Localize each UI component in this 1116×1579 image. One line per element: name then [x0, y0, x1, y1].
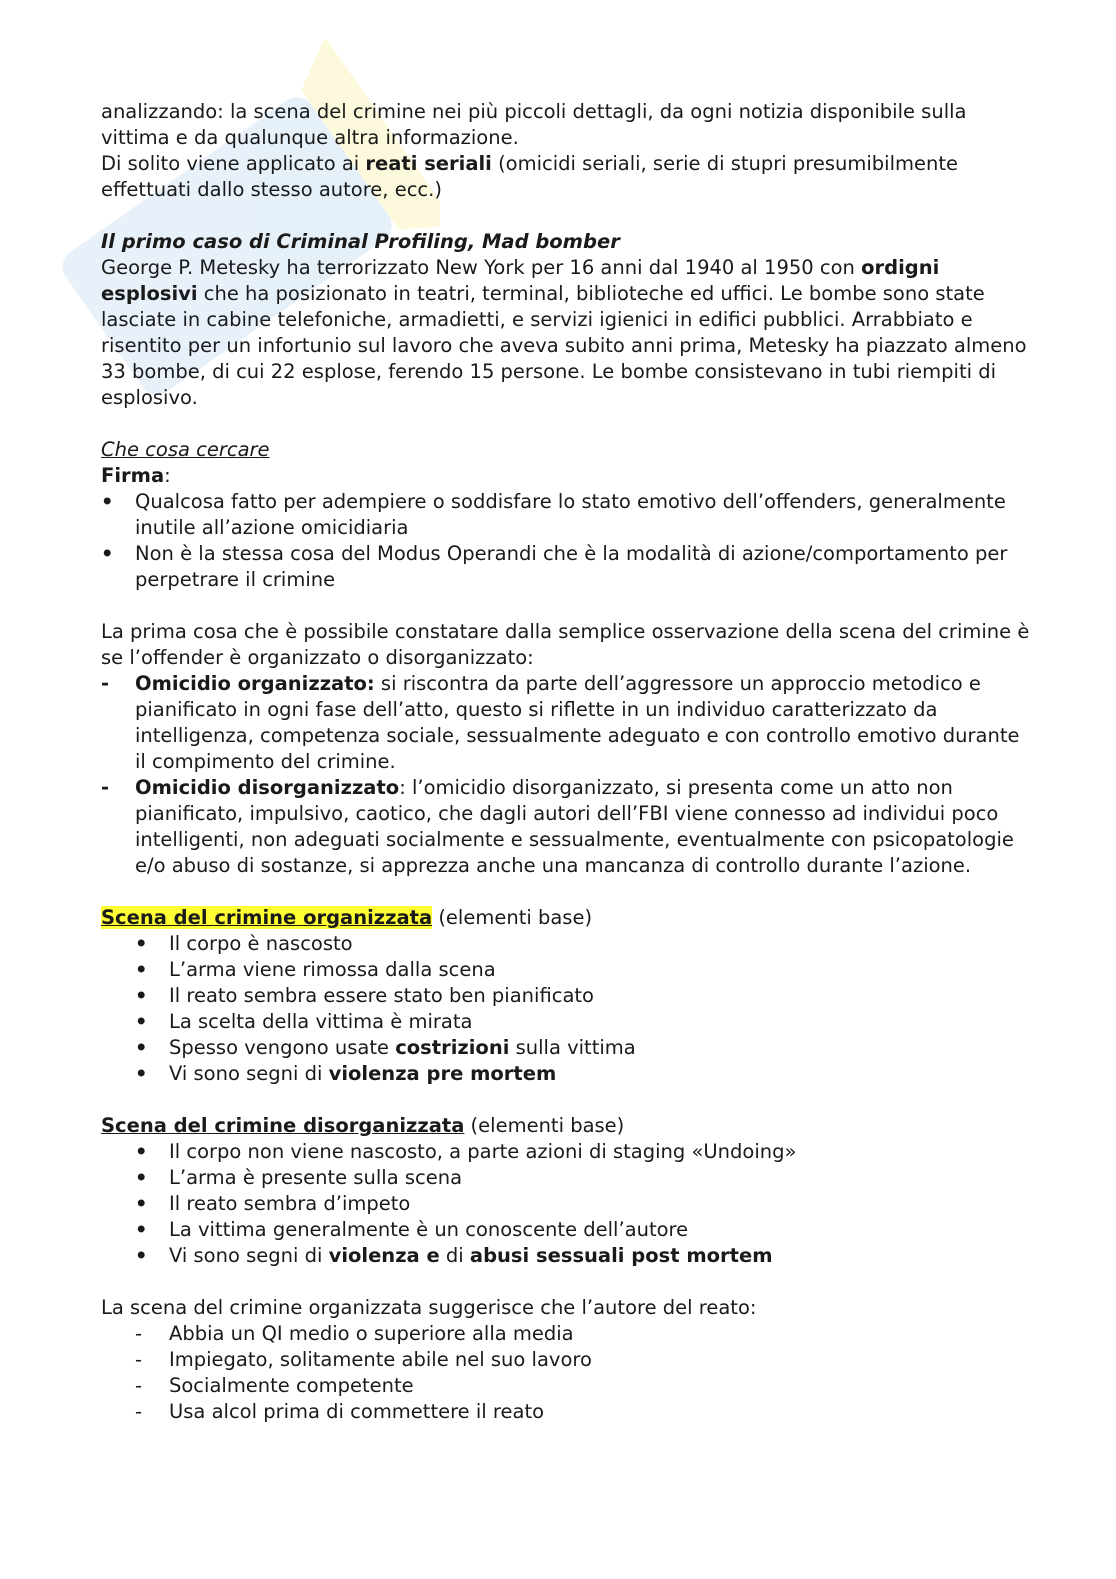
list-item: • Vi sono segni di violenza e di abusi sessuali post mortem: [135, 1244, 773, 1267]
list-item: - Usa alcol prima di commettere il reato: [135, 1400, 545, 1423]
dash-icon: -: [135, 1348, 143, 1371]
organized-intro: La prima cosa che è possibile constatare dalla semplice osservazione della scena del crimine è se l’offender è organizzato o disorganizzato:: [101, 620, 1030, 669]
list-item: • Il corpo è nascosto: [135, 932, 353, 955]
list-item: - Impiegato, solitamente abile nel suo lavoro: [135, 1348, 592, 1371]
mad-bomber-paragraph: George P. Metesky ha terrorizzato New York per 16 anni dal 1940 al 1950 con ordigni esplosivi che ha posizionato in teatri, terminal, biblioteche ed uffici. Le bombe sono state lasciate in cabine telefoniche, armadietti, e servizi igienici in edifici pubblici. Arrabbiato e risentito per un infortunio sul lavoro che aveva subito anni prima, Metesky ha piazzato almeno 33 bombe, di cui 22 esplose, ferendo 15 persone. Le bombe consistevano in tubi riempiti di esplosivo.: [101, 256, 1027, 409]
bullet-icon: •: [101, 490, 114, 513]
list-item: • Il corpo non viene nascosto, a parte azioni di staging «Undoing»: [135, 1140, 797, 1163]
list-item: • Il reato sembra d’impeto: [135, 1192, 411, 1215]
firma-label: Firma:: [101, 464, 171, 487]
reati-seriali-term: reati seriali: [365, 152, 492, 175]
dash-icon: -: [135, 1374, 143, 1397]
scene-disorganized-list: [101, 1139, 1031, 1269]
offender-type-list: [101, 671, 1031, 879]
bullet-icon: •: [135, 1140, 148, 1163]
list-item: • Vi sono segni di violenza pre mortem: [135, 1062, 557, 1085]
list-item: - Socialmente competente: [135, 1374, 414, 1397]
intro-paragraph-2: Di solito viene applicato ai reati seriali (omicidi seriali, serie di stupri presumibilmente effettuati dallo stesso autore, ecc.): [101, 152, 958, 201]
scene-organized-heading: Scena del crimine organizzata (elementi base): [101, 906, 593, 929]
bullet-icon: •: [135, 1192, 148, 1215]
dash-icon: -: [135, 1400, 143, 1423]
list-item: - Abbia un QI medio o superiore alla media: [135, 1322, 574, 1345]
dash-icon: -: [135, 1322, 143, 1345]
list-item: • Non è la stessa cosa del Modus Operandi che è la modalità di azione/comportamento per perpetrare il crimine: [101, 542, 1008, 591]
dash-icon: -: [101, 776, 110, 799]
list-item: • La scelta della vittima è mirata: [135, 1010, 473, 1033]
bullet-icon: •: [135, 1062, 148, 1085]
bullet-icon: •: [135, 984, 148, 1007]
bullet-icon: •: [135, 1244, 148, 1267]
bullet-icon: •: [135, 1010, 148, 1033]
firma-list: [101, 489, 1031, 593]
list-item: • Spesso vengono usate costrizioni sulla vittima: [135, 1036, 636, 1059]
list-item: • L’arma è presente sulla scena: [135, 1166, 463, 1189]
list-item: • Qualcosa fatto per adempiere o soddisfare lo stato emotivo dell’offenders, generalmente inutile all’azione omicidiaria: [101, 490, 1006, 539]
what-to-look-heading: Che cosa cercare: [101, 438, 270, 461]
list-item: - Omicidio disorganizzato: l’omicidio disorganizzato, si presenta come un atto non pianificato, impulsivo, caotico, che dagli autori dell’FBI viene connesso ad individui poco intelligenti, non adeguati socialmente e sessualmente, eventualmente con psicopatologie e/o abuso di sostanze, si apprezza anche una mancanza di controllo durante l’azione.: [101, 776, 1014, 877]
suggests-list: [101, 1321, 1031, 1425]
list-item: - Omicidio organizzato: si riscontra da parte dell’aggressore un approccio metodico e pianificato in ogni fase dell’atto, questo si riflette in un individuo caratterizzato da intelligenza, competenza sociale, sessualmente adeguato e con controllo emotivo durante il compimento del crimine.: [101, 672, 1020, 773]
document-page: [101, 99, 1031, 1425]
list-item: • L’arma viene rimossa dalla scena: [135, 958, 496, 981]
bullet-icon: •: [135, 1166, 148, 1189]
scene-organized-list: [101, 931, 1031, 1087]
mad-bomber-heading: Il primo caso di Criminal Profiling, Mad bomber: [101, 230, 620, 253]
bullet-icon: •: [135, 958, 148, 981]
bullet-icon: •: [101, 542, 114, 565]
bullet-icon: •: [135, 1218, 148, 1241]
suggests-intro: La scena del crimine organizzata suggerisce che l’autore del reato:: [101, 1296, 757, 1319]
dash-icon: -: [101, 672, 110, 695]
bullet-icon: •: [135, 932, 148, 955]
scene-disorganized-heading: Scena del crimine disorganizzata (elementi base): [101, 1114, 625, 1137]
intro-paragraph-1: analizzando: la scena del crimine nei più piccoli dettagli, da ogni notizia disponibile sulla vittima e da qualunque altra informazione.: [101, 100, 967, 149]
bullet-icon: •: [135, 1036, 148, 1059]
list-item: • Il reato sembra essere stato ben pianificato: [135, 984, 594, 1007]
list-item: • La vittima generalmente è un conoscente dell’autore: [135, 1218, 689, 1241]
